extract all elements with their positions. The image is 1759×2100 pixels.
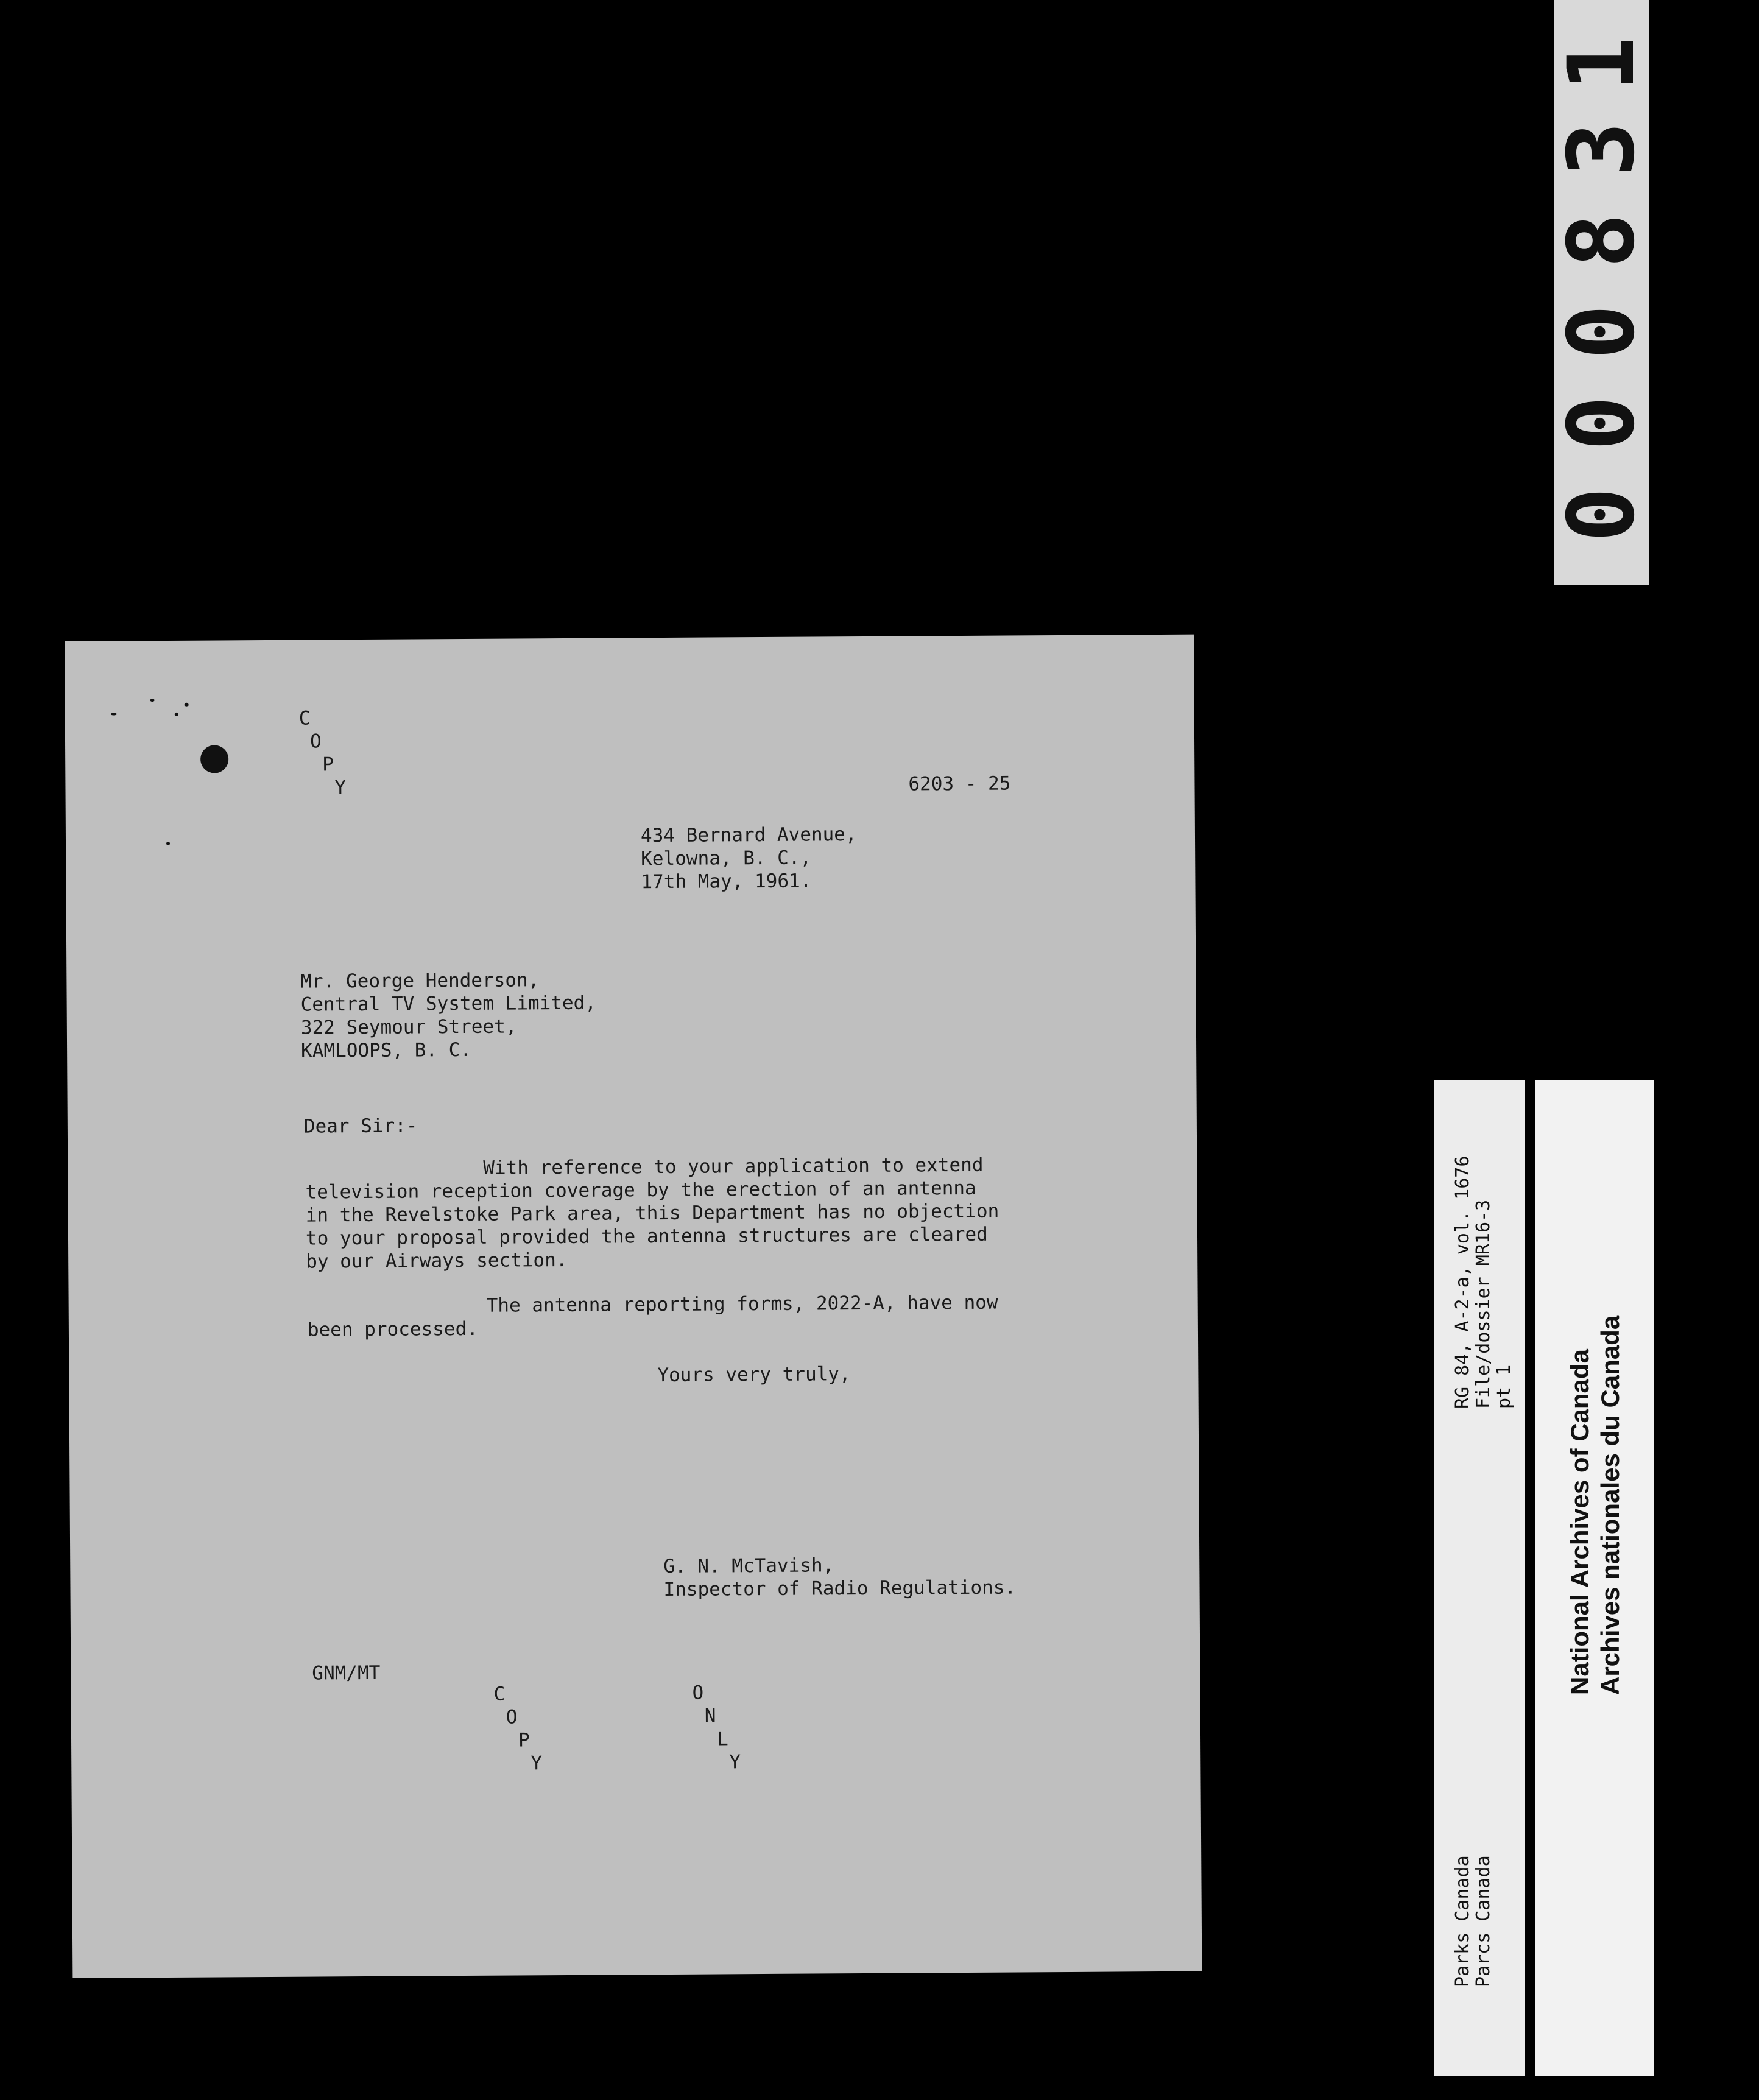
frame-digit: 0 [1549, 304, 1655, 360]
reference-line-3: pt 1 [1493, 1364, 1515, 1409]
frame-counter-strip [1549, 0, 1655, 585]
body-line: been processed. [307, 1317, 478, 1341]
archives-name-en: National Archives of Canada [1565, 1349, 1594, 1695]
sender-address-line2: Kelowna, B. C., [641, 847, 812, 870]
body-line: The antenna reporting forms, 2022-A, have now [486, 1291, 998, 1317]
archive-reference-label [1434, 1080, 1525, 2076]
punch-hole [200, 745, 228, 773]
letter-date: 17th May, 1961. [641, 870, 812, 893]
speck [185, 703, 189, 707]
copy-mark-letter: C [298, 707, 311, 730]
reference-line-1: RG 84, A-2-a, vol. 1676 [1452, 1155, 1473, 1409]
frame-digit: 1 [1549, 36, 1655, 92]
body-line: by our Airways section. [306, 1249, 568, 1273]
copy-mark-letter: Y [531, 1752, 543, 1775]
frame-digit: 0 [1549, 487, 1655, 543]
speck [175, 713, 178, 716]
typist-initials: GNM/MT [312, 1661, 381, 1685]
recipient-city: KAMLOOPS, B. C. [301, 1038, 472, 1062]
signatory-title: Inspector of Radio Regulations. [663, 1576, 1017, 1601]
frame-digit: 0 [1549, 395, 1655, 451]
speck [150, 699, 155, 702]
speck [111, 713, 117, 715]
only-mark-letter: O [692, 1682, 704, 1704]
frame-digit: 3 [1549, 121, 1655, 177]
recipient-company: Central TV System Limited, [300, 992, 597, 1016]
copy-mark-letter: P [322, 753, 334, 776]
frame-digit: 8 [1549, 213, 1655, 269]
body-line: television reception coverage by the erection of an antenna [305, 1177, 976, 1203]
only-mark-letter: Y [729, 1751, 741, 1774]
dept-name-fr: Parcs Canada [1473, 1855, 1494, 1987]
only-mark-letter: N [704, 1705, 716, 1727]
copy-mark-letter: P [518, 1729, 530, 1752]
recipient-street: 322 Seymour Street, [300, 1015, 517, 1039]
dept-name-en: Parks Canada [1452, 1855, 1473, 1987]
reference-line-2: File/dossier MR16-3 [1473, 1199, 1494, 1409]
only-mark-letter: L [716, 1728, 728, 1750]
body-line: in the Revelstoke Park area, this Department has no objection [305, 1200, 999, 1227]
letter-page [65, 635, 1202, 1978]
body-line: With reference to your application to extend [483, 1154, 984, 1179]
signatory-name: G. N. McTavish, [663, 1554, 834, 1578]
archives-name-fr: Archives nationales du Canada [1596, 1315, 1624, 1695]
closing: Yours very truly, [657, 1363, 851, 1387]
copy-mark-letter: C [493, 1683, 506, 1705]
speck [166, 842, 170, 845]
archive-name-label [1535, 1080, 1654, 2076]
recipient-name: Mr. George Henderson, [300, 969, 540, 993]
copy-mark-letter: Y [334, 777, 347, 799]
copy-mark-letter: O [506, 1706, 518, 1728]
body-line: to your proposal provided the antenna structures are cleared [305, 1223, 988, 1250]
salutation: Dear Sir:- [303, 1115, 418, 1138]
sender-address-line1: 434 Bernard Avenue, [640, 823, 857, 847]
copy-mark-letter: O [309, 730, 322, 753]
file-number: 6203 - 25 [908, 772, 1011, 795]
